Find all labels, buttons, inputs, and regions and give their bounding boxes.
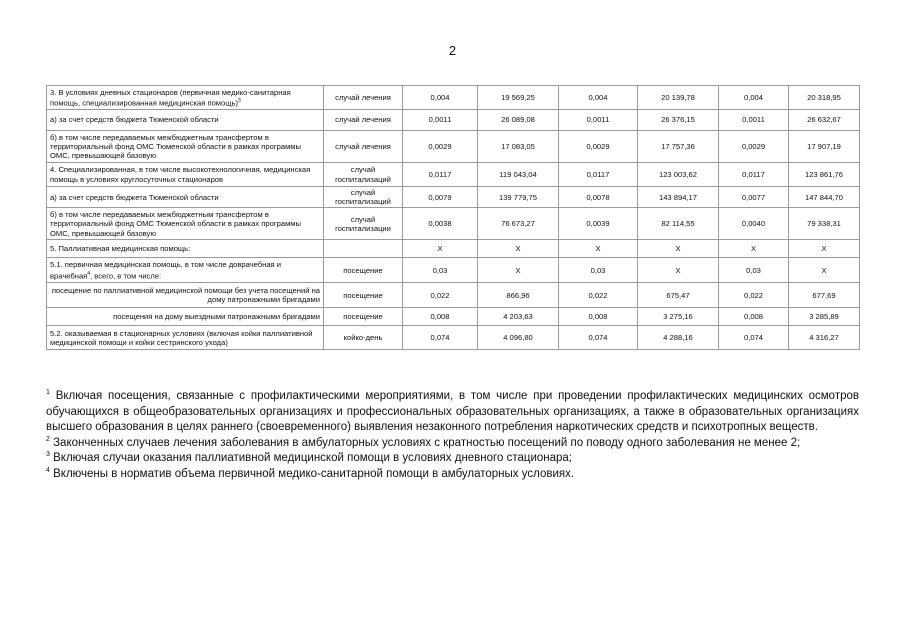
row-name: посещение по паллиативной медицинской помощи без учета посещений на дому патронажными бригадами	[51, 286, 320, 305]
table-row	[47, 163, 860, 187]
value-cell: 143 894,17	[638, 187, 719, 208]
unit-cell: случай лечения	[324, 110, 403, 131]
footnote	[46, 436, 859, 452]
value-cell: 0,03	[559, 258, 638, 283]
value-cell: 147 844,70	[789, 187, 860, 208]
row-name-cell	[47, 110, 324, 131]
footnote-text: Законченных случаев лечения заболевания в амбулаторных условиях с кратностью посещений по поводу одного заболевания не менее 2;	[53, 436, 801, 449]
value-cell: 26 089,08	[478, 110, 559, 131]
value-cell: Х	[789, 240, 860, 258]
value-cell: 0,0029	[403, 131, 478, 163]
value-cell: Х	[478, 258, 559, 283]
table-row	[47, 208, 860, 240]
unit-cell: случай лечения	[324, 131, 403, 163]
footnote	[46, 451, 859, 467]
value-cell: 0,0078	[559, 187, 638, 208]
value-cell: 19 569,25	[478, 86, 559, 110]
value-cell: 0,008	[403, 308, 478, 326]
value-cell: 3 275,16	[638, 308, 719, 326]
row-name: 3. В условиях дневных стационаров (первичная медико-санитарная помощь, специализированная медицинская помощь)	[50, 87, 291, 108]
value-cell: 17 757,36	[638, 131, 719, 163]
footnote	[46, 389, 859, 436]
table-row	[47, 131, 860, 163]
row-name: б) в том числе передаваемых межбюджетным трансфертом в территориальный фонд ОМС Тюменской области в рамках программы ОМС, превышающей базовую	[50, 132, 301, 161]
value-cell: 0,074	[719, 326, 789, 350]
value-cell: Х	[478, 240, 559, 258]
row-name: а) за счет средств бюджета Тюменской области	[50, 115, 219, 125]
row-name-cell	[47, 326, 324, 350]
value-cell: 0,074	[403, 326, 478, 350]
footnote-text: Включены в норматив объема первичной медико-санитарной помощи в амбулаторных условиях.	[53, 467, 575, 480]
unit-cell: случай госпитализаций	[324, 163, 403, 187]
value-cell: Х	[719, 240, 789, 258]
value-cell: 0,0117	[559, 163, 638, 187]
unit-cell: посещение	[324, 258, 403, 283]
unit-cell: посещение	[324, 283, 403, 308]
row-name: а) за счет средств бюджета Тюменской области	[50, 192, 219, 202]
table-row	[47, 86, 860, 110]
value-cell: 0,0011	[559, 110, 638, 131]
norms-table	[46, 85, 860, 350]
unit-cell: случай лечения	[324, 86, 403, 110]
table-row	[47, 187, 860, 208]
table-body	[47, 86, 860, 350]
unit-cell: койко-день	[324, 326, 403, 350]
footnote	[46, 467, 859, 483]
value-cell: 26 632,67	[789, 110, 860, 131]
value-cell: 76 673,27	[478, 208, 559, 240]
table-row	[47, 110, 860, 131]
value-cell: Х	[403, 240, 478, 258]
row-name-cell	[47, 240, 324, 258]
unit-cell	[324, 240, 403, 258]
row-name: 5.1. первичная медицинская помощь, в том числе доврачебная и врачебная	[50, 260, 282, 281]
row-name: 4. Специализированная, в том числе высокотехнологичная, медицинская помощь в условиях круглосуточных стационаров	[50, 165, 311, 184]
value-cell: 0,0040	[719, 208, 789, 240]
table-row	[47, 283, 860, 308]
value-cell: 0,0029	[719, 131, 789, 163]
value-cell: 0,022	[559, 283, 638, 308]
value-cell: 20 139,78	[638, 86, 719, 110]
value-cell: Х	[559, 240, 638, 258]
value-cell: 4 288,16	[638, 326, 719, 350]
table-row	[47, 326, 860, 350]
value-cell: 0,0039	[559, 208, 638, 240]
row-name-cell	[47, 131, 324, 163]
value-cell: 0,0079	[403, 187, 478, 208]
value-cell: 82 114,55	[638, 208, 719, 240]
value-cell: 0,022	[403, 283, 478, 308]
value-cell: 79 338,31	[789, 208, 860, 240]
value-cell: 0,004	[559, 86, 638, 110]
value-cell: 866,96	[478, 283, 559, 308]
value-cell: 4 096,80	[478, 326, 559, 350]
value-cell: 26 376,15	[638, 110, 719, 131]
page-number: 2	[448, 43, 457, 58]
value-cell: 0,008	[719, 308, 789, 326]
value-cell: 0,03	[403, 258, 478, 283]
unit-cell: случай госпитализаций	[324, 187, 403, 208]
value-cell: 0,022	[719, 283, 789, 308]
row-name-cell	[47, 208, 324, 240]
value-cell: Х	[638, 240, 719, 258]
row-name-cell	[47, 86, 324, 110]
footnote-ref: 3	[237, 97, 241, 104]
row-name-cell	[47, 308, 324, 326]
value-cell: 675,47	[638, 283, 719, 308]
row-name-cell	[47, 283, 324, 308]
value-cell: 0,0038	[403, 208, 478, 240]
unit-cell: посещение	[324, 308, 403, 326]
value-cell: 0,0117	[719, 163, 789, 187]
footnote-ref: 4	[87, 270, 91, 277]
footnote-mark: 3	[46, 451, 50, 459]
value-cell: 677,69	[789, 283, 860, 308]
row-name-cell	[47, 258, 324, 283]
value-cell: 0,008	[559, 308, 638, 326]
value-cell: 119 043,04	[478, 163, 559, 187]
row-name-cell	[47, 187, 324, 208]
value-cell: 0,074	[559, 326, 638, 350]
value-cell: 0,004	[403, 86, 478, 110]
value-cell: 4 203,63	[478, 308, 559, 326]
table-row	[47, 258, 860, 283]
value-cell: Х	[638, 258, 719, 283]
footnotes	[46, 389, 859, 483]
footnote-text: Включая посещения, связанные с профилактическими мероприятиями, в том числе при проведении профилактических медицинских осмотров обучающихся в общеобразовательных организациях и профессиональных образовательных организациях, а также в образовательных организациях высшего образования в целях раннего (своевременного) выявления незаконного потребления наркотических средств и психотропных веществ.	[46, 390, 859, 434]
table-row	[47, 240, 860, 258]
table-row	[47, 308, 860, 326]
row-name: посещения на дому выездными патронажными бригадами	[113, 312, 320, 322]
value-cell: 0,0029	[559, 131, 638, 163]
footnote-mark: 4	[46, 466, 50, 474]
value-cell: 17 083,05	[478, 131, 559, 163]
value-cell: 0,0011	[403, 110, 478, 131]
value-cell: 20 318,95	[789, 86, 860, 110]
value-cell: 0,004	[719, 86, 789, 110]
value-cell: Х	[789, 258, 860, 283]
unit-cell: случай госпитализации	[324, 208, 403, 240]
value-cell: 123 003,62	[638, 163, 719, 187]
value-cell: 0,0077	[719, 187, 789, 208]
footnote-text: Включая случаи оказания паллиативной медицинской помощи в условиях дневного стационара;	[53, 452, 572, 465]
value-cell: 3 285,89	[789, 308, 860, 326]
footnote-mark: 1	[46, 389, 50, 396]
value-cell: 0,03	[719, 258, 789, 283]
row-name-cell	[47, 163, 324, 187]
row-name: 5. Паллиативная медицинская помощь:	[50, 244, 191, 254]
value-cell: 0,0117	[403, 163, 478, 187]
row-name: б) в том числе передаваемых межбюджетным трансфертом в территориальный фонд ОМС Тюменской области в рамках программы ОМС, превышающей базовую	[50, 210, 301, 238]
value-cell: 139 779,75	[478, 187, 559, 208]
value-cell: 4 316,27	[789, 326, 860, 350]
value-cell: 123 861,76	[789, 163, 860, 187]
value-cell: 17 907,19	[789, 131, 860, 163]
footnote-mark: 2	[46, 435, 50, 443]
value-cell: 0,0011	[719, 110, 789, 131]
row-name: 5.2. оказываемая в стационарных условиях (включая койки паллиативной медицинской помощи и койки сестринского ухода)	[50, 328, 313, 347]
row-name-suffix: , всего, в том числе:	[90, 271, 162, 281]
